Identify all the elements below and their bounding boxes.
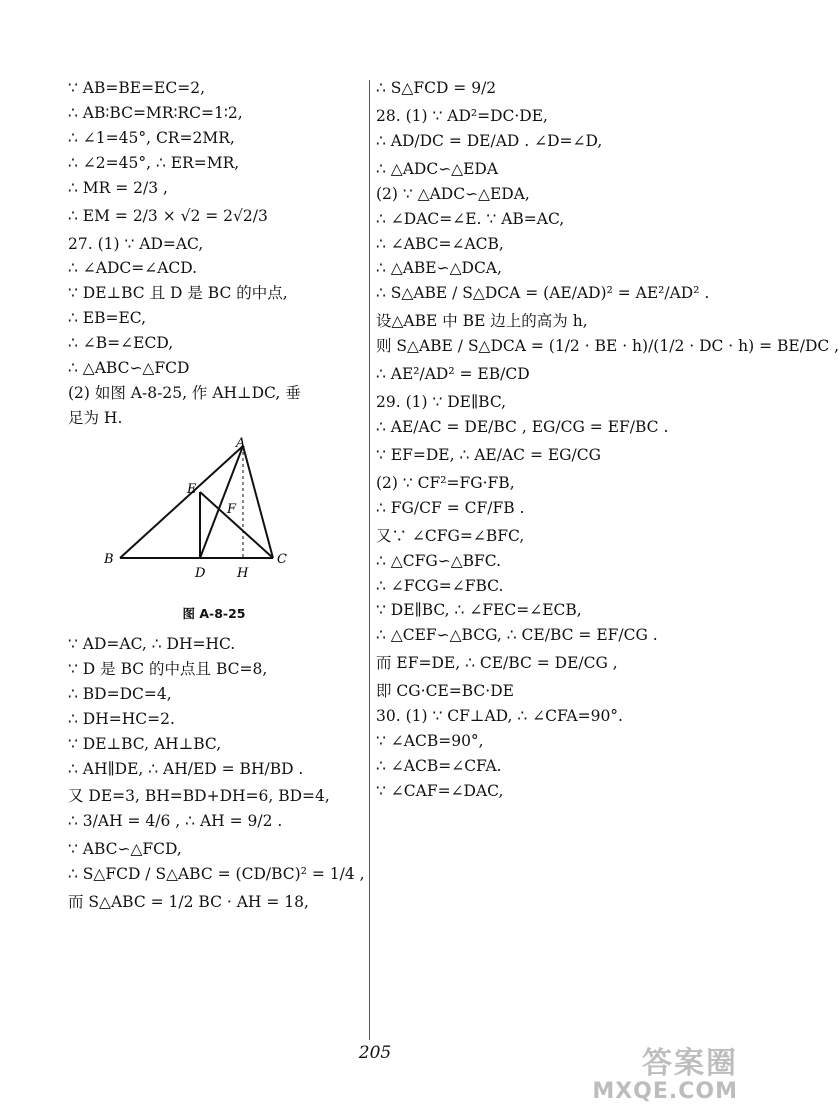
text-line: ∵ D 是 BC 的中点且 BC=8, — [68, 659, 268, 678]
segment-ad — [200, 446, 243, 558]
text-line: (2) ∵ △ADC∽△EDA, — [376, 184, 530, 203]
text-line: ∴ MR = 2/3 , — [68, 178, 168, 197]
text-line: ∴ AE/AC = DE/BC , EG/CG = EF/BC . — [376, 417, 669, 436]
segment-ba — [120, 446, 243, 558]
text-line: ∴ △CEF∽△BCG, ∴ CE/BC = EF/CG . — [376, 626, 658, 645]
text-line: ∵ ∠ACB=90°, — [376, 732, 484, 751]
right-column-lines — [376, 78, 839, 802]
text-line: 27. (1) ∵ AD=AC, — [68, 234, 204, 253]
geometry-figure — [68, 437, 360, 602]
text-line: ∴ ∠1=45°, CR=2MR, — [68, 128, 235, 147]
text-line: 29. (1) ∵ DE∥BC, — [376, 393, 507, 412]
text-line: (2) 如图 A-8-25, 作 AH⊥DC, 垂 — [68, 384, 301, 403]
text-line: 又 DE=3, BH=BD+DH=6, BD=4, — [68, 787, 330, 806]
watermark-logo: 答案圈 — [642, 1046, 738, 1081]
text-line: ∴ 3/AH = 4/6 , ∴ AH = 9/2 . — [68, 812, 283, 831]
text-line: ∴ DH=HC=2. — [68, 709, 175, 728]
label-f: F — [227, 501, 237, 517]
text-line: ∴ △ADC∽△EDA — [376, 159, 499, 178]
right-column — [376, 78, 839, 806]
text-line: ∴ ∠2=45°, ∴ ER=MR, — [68, 153, 240, 172]
text-line: (2) ∵ CF²=FG·FB, — [376, 473, 515, 492]
figure-caption: 图 A-8-25 — [182, 605, 246, 621]
watermark-url: MXQE.COM — [592, 1079, 738, 1104]
page-number: 205 — [358, 1043, 392, 1063]
text-line: 即 CG·CE=BC·DE — [376, 682, 514, 701]
label-a: A — [236, 435, 246, 451]
text-line: ∴ AB∶BC=MR∶RC=1∶2, — [68, 103, 243, 122]
text-line: 设△ABE 中 BE 边上的高为 h, — [376, 312, 588, 331]
segment-ac — [243, 446, 273, 558]
label-e: E — [187, 481, 197, 497]
text-line: ∵ EF=DE, ∴ AE/AC = EG/CG — [376, 445, 602, 464]
text-line: 而 EF=DE, ∴ CE/BC = DE/CG , — [376, 654, 618, 673]
text-line: ∵ AD=AC, ∴ DH=HC. — [68, 634, 236, 653]
text-line: ∴ EM = 2/3 × √2 = 2√2/3 — [68, 206, 268, 225]
text-line: 足为 H. — [68, 408, 123, 427]
text-line: ∵ AB=BE=EC=2, — [68, 79, 206, 97]
text-line: ∵ ∠CAF=∠DAC, — [376, 781, 504, 800]
text-line: ∵ DE⊥BC 且 D 是 BC 的中点, — [68, 284, 288, 303]
label-b: B — [104, 551, 114, 567]
left-column — [68, 78, 365, 920]
text-line: ∵ DE⊥BC, AH⊥BC, — [68, 734, 222, 753]
triangle-diagram — [68, 437, 360, 602]
text-line: ∴ BD=DC=4, — [68, 684, 172, 703]
label-h: H — [237, 565, 249, 581]
text-line: ∴ ∠ADC=∠ACD. — [68, 259, 198, 278]
watermark — [592, 1046, 738, 1104]
text-line: 则 S△ABE / S△DCA = (1/2 · BE · h)/(1/2 · DC · h) = BE/DC , — [376, 337, 839, 356]
text-line: ∴ ∠DAC=∠E. ∵ AB=AC, — [376, 209, 565, 228]
text-line: ∴ AH∥DE, ∴ AH/ED = BH/BD . — [68, 759, 304, 778]
text-line: 又∵ ∠CFG=∠BFC, — [376, 526, 525, 545]
label-d: D — [195, 565, 206, 581]
left-column-lines-after-figure — [68, 634, 365, 913]
text-line: ∴ △CFG∽△BFC. — [376, 551, 501, 570]
text-line: ∴ ∠B=∠ECD, — [68, 334, 174, 353]
text-line: ∴ AE²/AD² = EB/CD — [376, 365, 530, 384]
text-line: ∵ DE∥BC, ∴ ∠FEC=∠ECB, — [376, 601, 582, 620]
text-line: ∴ ∠ACB=∠CFA. — [376, 756, 502, 775]
text-line: ∴ △ABE∽△DCA, — [376, 259, 502, 278]
segment-ec — [200, 492, 273, 558]
text-line: ∴ S△FCD / S△ABC = (CD/BC)² = 1/4 , — [68, 865, 365, 884]
text-line: ∴ ∠FCG=∠FBC. — [376, 576, 504, 595]
text-line: 30. (1) ∵ CF⊥AD, ∴ ∠CFA=90°. — [376, 707, 623, 726]
text-line: ∴ S△ABE / S△DCA = (AE/AD)² = AE²/AD² . — [376, 284, 710, 303]
text-line: 而 S△ABC = 1/2 BC · AH = 18, — [68, 893, 309, 912]
text-line: ∵ ABC∽△FCD, — [68, 840, 182, 859]
text-line: ∴ △ABC∽△FCD — [68, 359, 190, 378]
text-line: 28. (1) ∵ AD²=DC·DE, — [376, 106, 548, 125]
left-column-lines — [68, 78, 360, 429]
text-line: ∴ S△FCD = 9/2 — [376, 79, 497, 97]
text-line: ∴ AD/DC = DE/AD . ∠D=∠D, — [376, 131, 603, 150]
text-line: ∴ ∠ABC=∠ACB, — [376, 234, 504, 253]
text-line: ∴ EB=EC, — [68, 309, 147, 328]
column-divider — [369, 80, 370, 1040]
label-c: C — [277, 551, 287, 567]
text-line: ∴ FG/CF = CF/FB . — [376, 498, 525, 517]
